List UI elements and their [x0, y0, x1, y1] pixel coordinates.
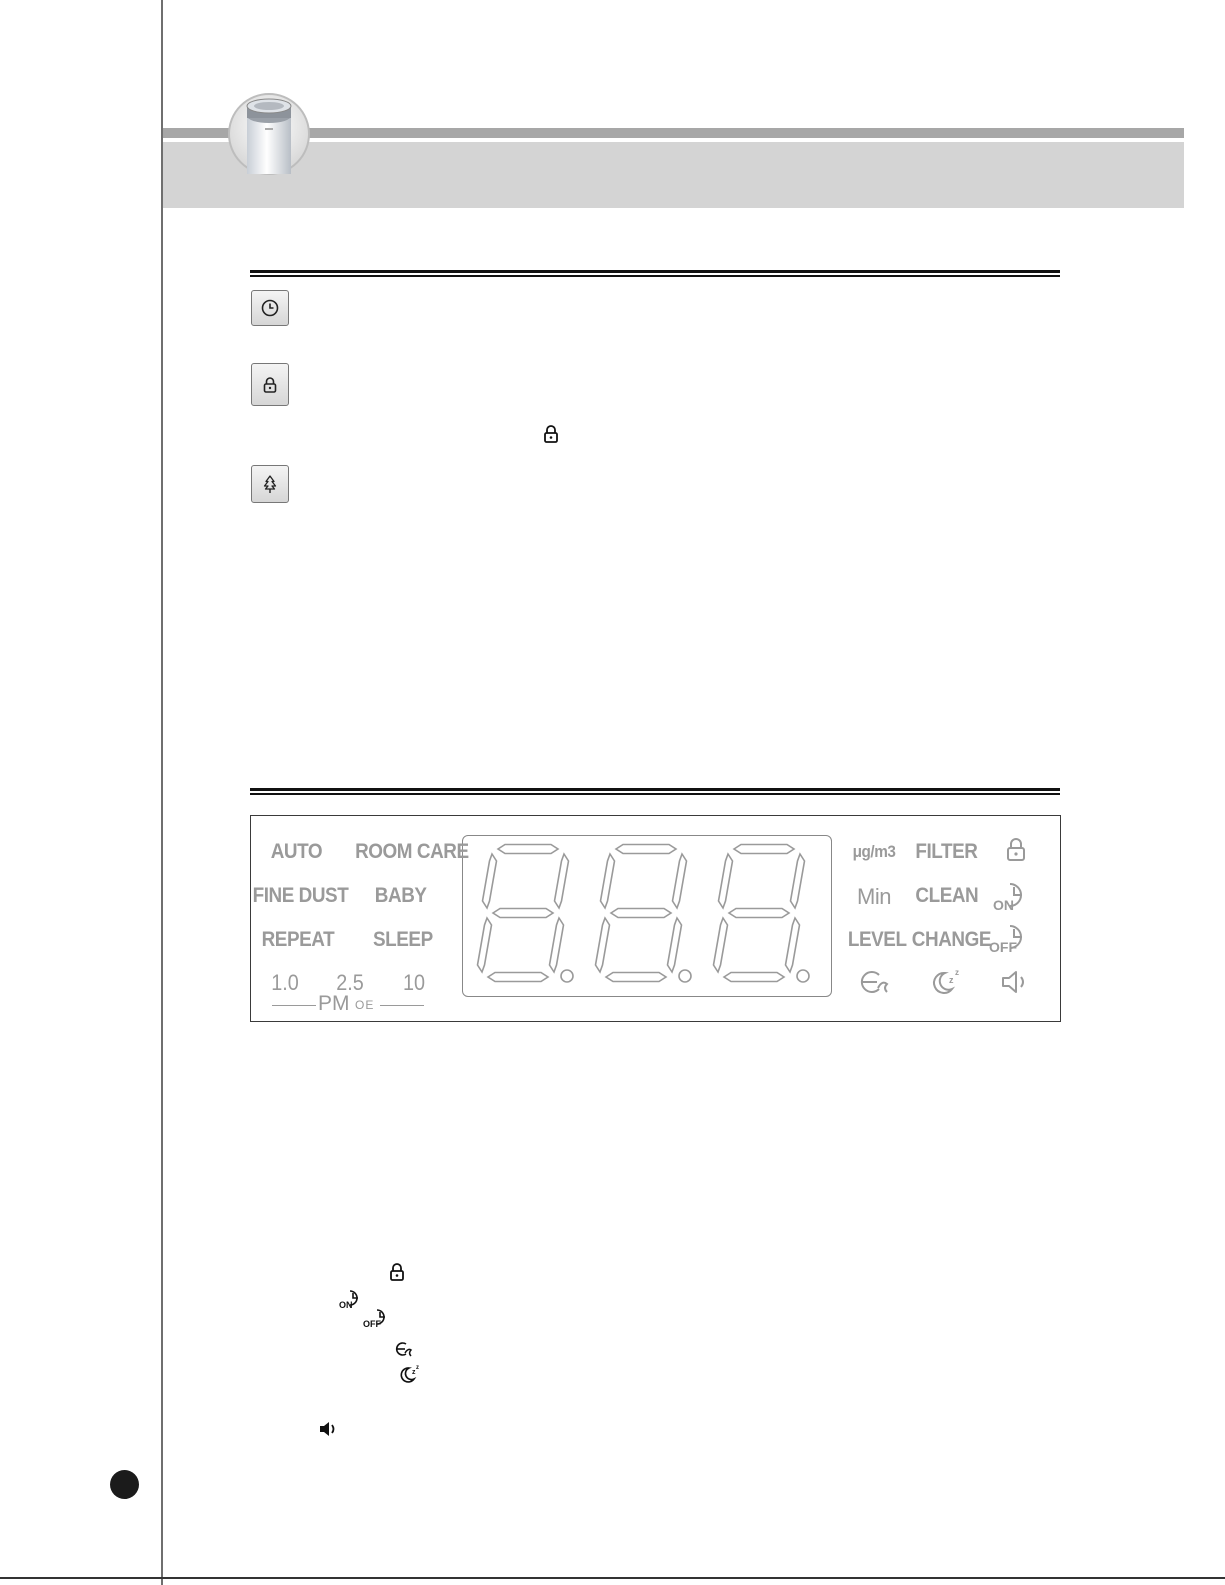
segment-f: [483, 854, 497, 908]
pm-value: 2.5: [336, 970, 364, 995]
level-label: LEVEL: [847, 928, 907, 951]
air-purifier-icon: [227, 92, 311, 176]
timer-button[interactable]: [251, 290, 289, 326]
segment-g: [729, 909, 789, 918]
baby-label: BABY: [374, 884, 427, 907]
sleep-icon: [399, 1364, 421, 1384]
pm-label: [270, 992, 425, 1015]
segment-d: [606, 973, 666, 982]
segment-g: [611, 909, 671, 918]
clean-label: CLEAN: [915, 884, 979, 907]
speaker-icon: [318, 1420, 340, 1438]
pm-value: 10: [402, 970, 426, 995]
segment-d: [488, 973, 548, 982]
lock-icon: [541, 423, 561, 450]
lock-icon: [388, 1261, 406, 1283]
section-rule: [250, 788, 1060, 795]
fine-dust-label: FINE DUST: [252, 884, 349, 907]
segment-c: [550, 918, 564, 972]
timer-off-icon: [363, 1307, 391, 1329]
timer-off-icon: [988, 920, 1032, 954]
segment-e: [478, 918, 492, 972]
segment-b: [555, 854, 569, 908]
svg-text:OFF: OFF: [989, 939, 1017, 954]
lock-icon: [1004, 836, 1028, 864]
segment-a: [498, 845, 558, 854]
sleep-icon: [928, 965, 964, 997]
ugm3-label: μg/m3: [852, 842, 896, 861]
sleep-label: SLEEP: [373, 928, 433, 951]
svg-text:OFF: OFF: [363, 1319, 381, 1329]
segment-b: [791, 854, 805, 908]
decimal-point: [679, 970, 691, 982]
timer-on-icon: [992, 878, 1032, 912]
header-strip: [163, 128, 1184, 138]
segment-c: [668, 918, 682, 972]
room-care-label: ROOM CARE: [355, 840, 469, 863]
lock-button[interactable]: [251, 363, 289, 406]
speaker-icon: [1000, 968, 1034, 996]
decimal-point: [561, 970, 573, 982]
segment-f: [719, 854, 733, 908]
margin-line: [161, 0, 163, 1585]
pm-value: 1.0: [271, 970, 299, 995]
seven-segment-digits: [462, 835, 832, 997]
svg-text:z: z: [949, 975, 954, 985]
tree-icon: [259, 473, 281, 495]
pm-subscript: OE: [355, 998, 375, 1012]
change-label: CHANGE: [911, 928, 992, 951]
segment-f: [601, 854, 615, 908]
page-number-dot: [110, 1470, 139, 1499]
segment-g: [493, 909, 553, 918]
header-band: [163, 142, 1184, 208]
repeat-label: REPEAT: [261, 928, 335, 951]
segment-a: [734, 845, 794, 854]
auto-label: AUTO: [270, 840, 323, 863]
timer-on-icon: [339, 1288, 363, 1310]
timer-icon: [259, 297, 281, 319]
decimal-point: [797, 970, 809, 982]
filter-label: FILTER: [915, 840, 978, 863]
svg-text:z: z: [416, 1365, 419, 1371]
clean-air-icon: [393, 1340, 415, 1358]
lock-icon: [259, 374, 281, 396]
pm-text: PM: [318, 992, 350, 1015]
svg-text:z: z: [412, 1369, 416, 1376]
segment-e: [596, 918, 610, 972]
segment-c: [786, 918, 800, 972]
svg-text:z: z: [955, 968, 959, 977]
segment-d: [724, 973, 784, 982]
min-label: Min: [857, 884, 891, 909]
segment-a: [616, 845, 676, 854]
clean-air-icon: [857, 968, 893, 996]
segment-b: [673, 854, 687, 908]
svg-text:ON: ON: [339, 1300, 353, 1310]
tree-button[interactable]: [251, 465, 289, 503]
svg-text:ON: ON: [993, 897, 1014, 912]
segment-e: [714, 918, 728, 972]
section-rule: [250, 270, 1060, 277]
footer-line: [0, 1577, 1225, 1579]
